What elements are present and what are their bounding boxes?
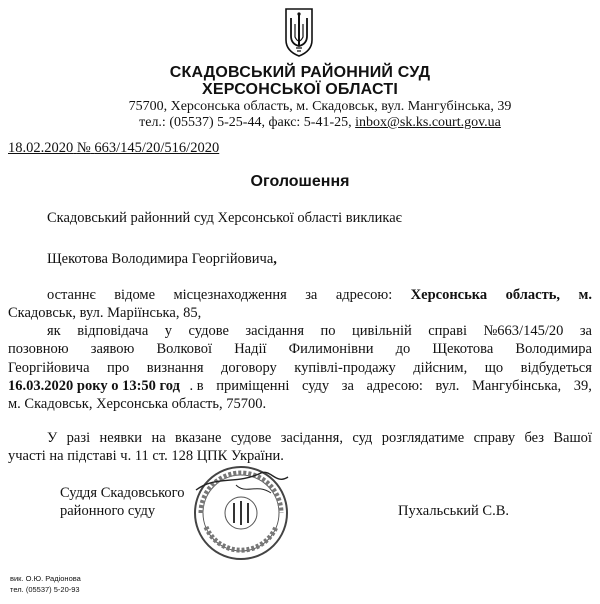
hearing-line-3-word: дійсним, (413, 360, 468, 376)
hearing-line-1-word: цивільній (351, 323, 412, 339)
defendant-address-1-word: за (305, 287, 318, 303)
hearing-line-2-word: Филимонівни (288, 341, 374, 357)
defendant-address-1-word: м. (578, 287, 592, 303)
hearing-line-4 (8, 378, 592, 395)
defendant-address-1-word: адресою: (335, 287, 393, 303)
defendant-address-1-word: відоме (114, 287, 156, 303)
defendant-name: Щекотова Володимира Георгійовича (47, 251, 274, 267)
defendant-address-1-word: область, (505, 287, 560, 303)
hearing-line-3-word: про (107, 360, 130, 376)
reference-number-label: № (76, 140, 91, 156)
judge-name: Пухальський С.В. (398, 503, 510, 519)
absence-notice-1-word: разі (66, 430, 91, 446)
court-seal-stamp-icon (176, 455, 306, 575)
hearing-line-2-word: Волкової (156, 341, 213, 357)
document-title: Оголошення (250, 173, 350, 190)
defendant-name-line (47, 251, 277, 268)
reference-line (8, 140, 219, 156)
hearing-line-1-word: у (164, 323, 173, 339)
hearing-line-2-word: Надії (234, 341, 267, 357)
absence-notice-1-word: У (47, 430, 58, 446)
hearing-line-1-word: за (579, 323, 592, 339)
hearing-line-2-word: Володимира (515, 341, 592, 357)
defendant-address-1-word: місцезнаходження (173, 287, 287, 303)
phone-fax: тел.: (05537) 5-25-44, факс: 5-41-25, (139, 115, 356, 130)
absence-notice-1-word: вказане (175, 430, 222, 446)
hearing-line-1-word: відповідача (77, 323, 149, 339)
hearing-line-2-word: заявою (90, 341, 135, 357)
hearing-address-2: м. Скадовськ, Херсонська область, 75700. (8, 396, 267, 412)
defendant-address-2: Скадовськ, вул. Маріїнська, 85, (8, 305, 202, 321)
reference-number: 663/145/20/516/2020 (94, 140, 220, 156)
hearing-line-1-word: судове (188, 323, 229, 339)
defendant-address-1 (47, 287, 592, 304)
hearing-line-4-word: за (341, 378, 354, 394)
hearing-line-3-word: Георгійовича (8, 360, 90, 376)
hearing-line-1 (47, 323, 592, 340)
hearing-datetime: 16.03.2020 року о 13:50 год (8, 378, 180, 394)
defendant-address-1-word: останнє (47, 287, 96, 303)
judge-position-line1: Суддя Скадовського (60, 485, 185, 501)
hearing-line-3-word: визнання (146, 360, 204, 376)
absence-notice-1-word: суд (352, 430, 373, 446)
hearing-line-4-word: вул. (435, 378, 460, 394)
executor-name: вик. О.Ю. Радіонова (10, 574, 81, 583)
reference-date: 18.02.2020 (8, 140, 74, 156)
hearing-line-3-word: купівлі-продажу (294, 360, 396, 376)
hearing-line-4-word: суду (301, 378, 330, 394)
court-region: ХЕРСОНСЬКОЇ ОБЛАСТІ (201, 81, 398, 98)
hearing-line-2-word: до (395, 341, 411, 357)
hearing-line-2-word: позовною (8, 341, 69, 357)
hearing-line-4-word: Мангубінська, (471, 378, 562, 394)
defendant-name-comma: , (273, 251, 277, 267)
coat-of-arms-icon (284, 6, 314, 58)
hearing-line-1-word: як (47, 323, 61, 339)
absence-notice-1-word: неявки (99, 430, 143, 446)
hearing-line-4-word: . в (189, 378, 204, 394)
summons-intro: Скадовський районний суд Херсонської області викликає (47, 210, 402, 226)
hearing-line-1-word: справі (428, 323, 467, 339)
absence-notice-1-word: на (151, 430, 166, 446)
hearing-line-3-word: що (484, 360, 504, 376)
absence-notice-1-word: без (524, 430, 544, 446)
defendant-address-1-word: Херсонська (410, 287, 488, 303)
hearing-line-3-word: договору (220, 360, 277, 376)
judge-position-line2: районного суду (60, 503, 156, 519)
hearing-line-4-word: 39, (573, 378, 592, 394)
hearing-line-4-word: приміщенні (216, 378, 290, 394)
court-name: СКАДОВСЬКИЙ РАЙОННИЙ СУД (169, 64, 431, 81)
hearing-line-3-word: відбудеться (520, 360, 592, 376)
absence-notice-1 (47, 430, 592, 447)
absence-notice-1-word: засідання, (280, 430, 343, 446)
hearing-line-2-word: Щекотова (432, 341, 494, 357)
hearing-line-1-word: №663/145/20 (483, 323, 564, 339)
absence-notice-2: участі на підставі ч. 11 ст. 128 ЦПК України. (8, 448, 284, 464)
hearing-line-2 (8, 341, 592, 358)
hearing-line-4-word: адресою: (366, 378, 423, 394)
court-contacts (20, 115, 600, 131)
absence-notice-1-word: справу (473, 430, 516, 446)
court-address: 75700, Херсонська область, м. Скадовськ, вул. Мангубінська, 39 (128, 99, 512, 114)
absence-notice-1-word: судове (230, 430, 272, 446)
absence-notice-1-word: розглядатиме (381, 430, 465, 446)
email-link[interactable]: inbox@sk.ks.court.gov.ua (355, 115, 501, 130)
executor-phone: тел. (05537) 5-20-93 (10, 585, 80, 594)
hearing-line-1-word: засідання (245, 323, 304, 339)
hearing-line-1-word: по (320, 323, 336, 339)
absence-notice-1-word: Вашої (553, 430, 592, 446)
hearing-line-3 (8, 360, 592, 377)
